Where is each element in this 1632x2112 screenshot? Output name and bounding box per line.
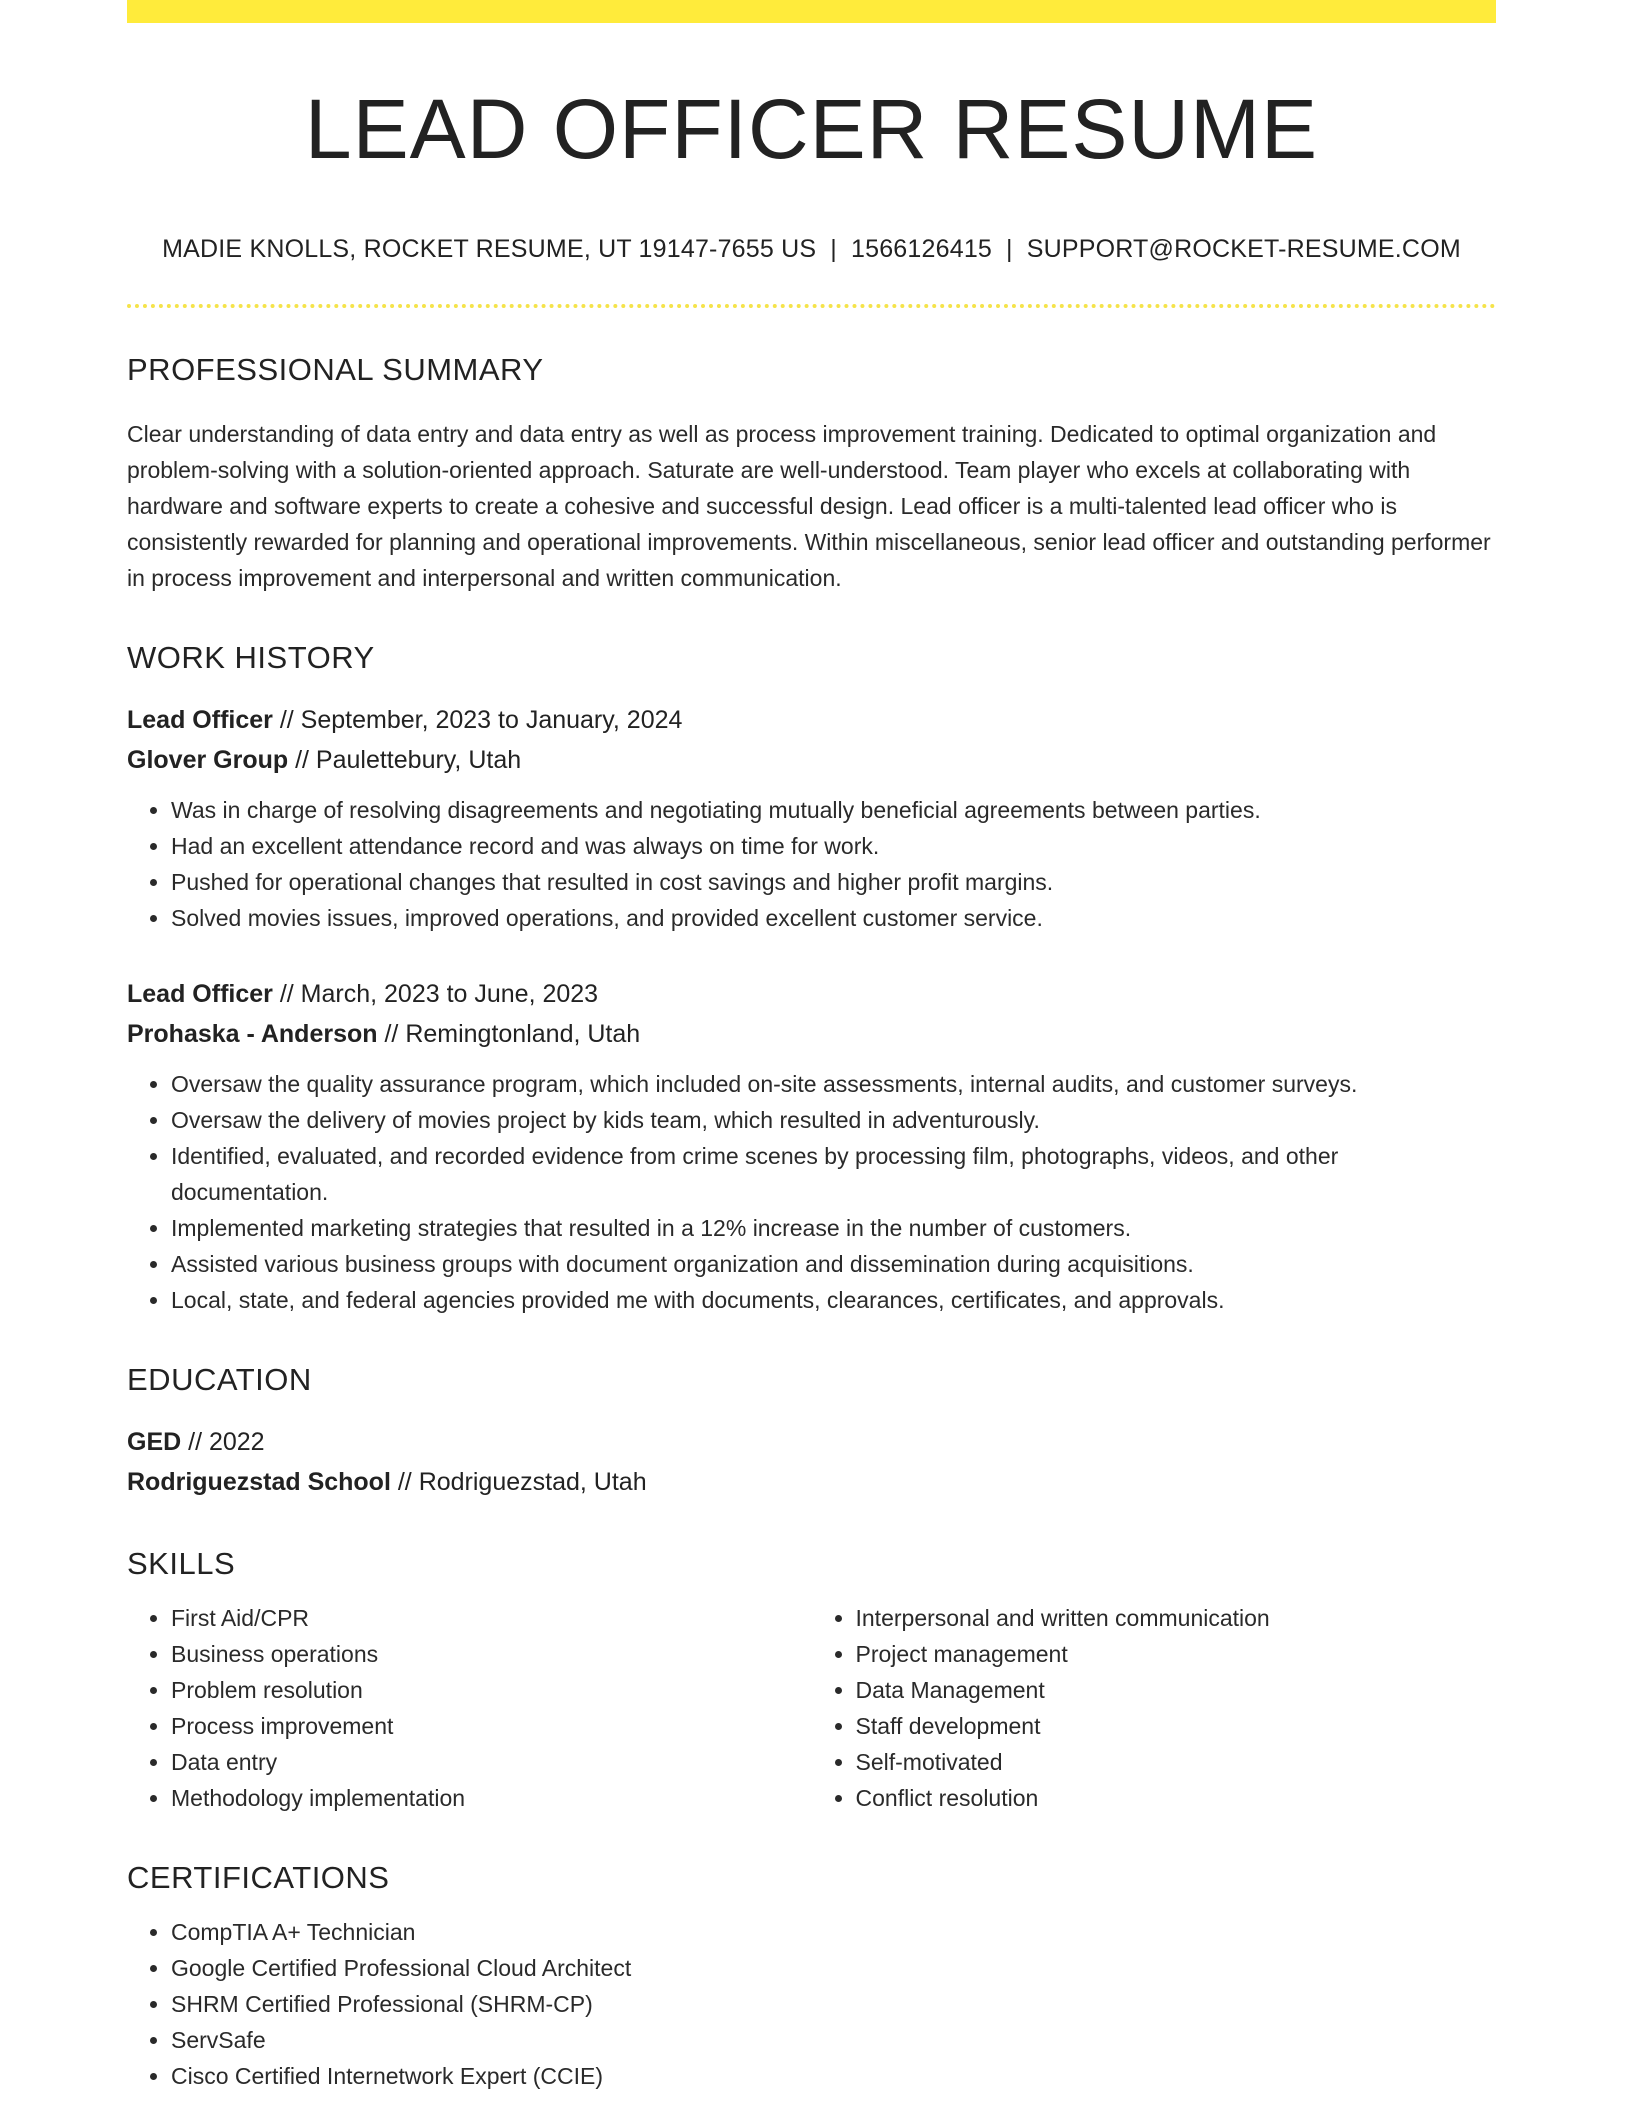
skill-item: • Project management	[856, 1636, 1497, 1672]
job-company-line	[127, 740, 1496, 780]
resume-title: LEAD OFFICER RESUME	[304, 82, 1319, 176]
certification-item: • ServSafe	[171, 2022, 1496, 2058]
education-degree-line	[127, 1422, 1496, 1462]
resume-page	[127, 0, 1496, 2094]
job-bullet: • Had an excellent attendance record and was always on time for work.	[171, 828, 1496, 864]
job-bullet: • Assisted various business groups with document organization and dissemination during acquisitions.	[171, 1246, 1496, 1282]
skills-section	[127, 1546, 1496, 1816]
job-bullet: • Local, state, and federal agencies provided me with documents, clearances, certificates, and approvals.	[171, 1282, 1496, 1318]
skill-item: • Business operations	[171, 1636, 812, 1672]
job-company: Glover Group	[127, 746, 289, 775]
skill-item: • Interpersonal and written communication	[856, 1600, 1497, 1636]
skill-item: • Staff development	[856, 1708, 1497, 1744]
job-dates: // September, 2023 to January, 2024	[272, 706, 683, 735]
job-bullet: • Was in charge of resolving disagreements and negotiating mutually beneficial agreements between parties.	[171, 792, 1496, 828]
education-year: // 2022	[181, 1428, 265, 1457]
job-bullet: • Oversaw the quality assurance program, which included on-site assessments, internal audits, and customer surveys.	[171, 1066, 1496, 1102]
job-company-line	[127, 1014, 1496, 1054]
education-section	[127, 1362, 1496, 1502]
skill-item: • Methodology implementation	[171, 1780, 812, 1816]
job-bullet: • Pushed for operational changes that resulted in cost savings and higher profit margins.	[171, 864, 1496, 900]
summary-section	[127, 352, 1496, 596]
certification-item: • SHRM Certified Professional (SHRM-CP)	[171, 1986, 1496, 2022]
dotted-divider	[127, 304, 1496, 308]
certifications-list	[127, 1914, 1496, 2094]
job-title: Lead Officer	[127, 980, 273, 1009]
skill-item: • First Aid/CPR	[171, 1600, 812, 1636]
contact-line	[127, 235, 1496, 264]
job-dates: // March, 2023 to June, 2023	[272, 980, 599, 1009]
skills-grid	[127, 1600, 1496, 1816]
job-title: Lead Officer	[127, 706, 273, 735]
skill-item: • Data entry	[171, 1744, 812, 1780]
certification-item: • Cisco Certified Internetwork Expert (CCIE)	[171, 2058, 1496, 2094]
contact-separator: |	[1006, 235, 1013, 264]
job-bullet: • Implemented marketing strategies that resulted in a 12% increase in the number of customers.	[171, 1210, 1496, 1246]
job-company: Prohaska - Anderson	[127, 1020, 378, 1049]
skill-item: • Problem resolution	[171, 1672, 812, 1708]
education-location: // Rodriguezstad, Utah	[390, 1468, 647, 1497]
job-bullet: • Oversaw the delivery of movies project by kids team, which resulted in adventurously.	[171, 1102, 1496, 1138]
contact-address: MADIE KNOLLS, ROCKET RESUME, UT 19147-7655 US	[162, 235, 817, 264]
job-title-line	[127, 700, 1496, 740]
summary-text: Clear understanding of data entry and data entry as well as process improvement training. Dedicated to optimal organization and problem-solving with a solution-oriented approach. Saturate are well-understood. Team player who excels at collaborating with hardware and software experts to create a cohesive and successful design. Lead officer is a multi-talented lead officer who is consistently rewarded for planning and operational improvements. Within miscellaneous, senior lead officer and outstanding performer in process improvement and interpersonal and written communication.	[127, 421, 1491, 592]
skills-heading: SKILLS	[127, 1546, 236, 1582]
skill-item: • Process improvement	[171, 1708, 812, 1744]
education-school-line	[127, 1462, 1496, 1502]
certification-item: • CompTIA A+ Technician	[171, 1914, 1496, 1950]
education-heading: EDUCATION	[127, 1362, 312, 1398]
job-bullets	[127, 792, 1496, 936]
skills-list-right	[812, 1600, 1497, 1816]
education-school: Rodriguezstad School	[127, 1468, 391, 1497]
skill-item: • Self-motivated	[856, 1744, 1497, 1780]
contact-email: SUPPORT@ROCKET-RESUME.COM	[1026, 235, 1461, 264]
job-bullet: • Identified, evaluated, and recorded evidence from crime scenes by processing film, photographs, videos, and other documentation.	[171, 1138, 1496, 1210]
job-bullet: • Solved movies issues, improved operations, and provided excellent customer service.	[171, 900, 1496, 936]
summary-heading: PROFESSIONAL SUMMARY	[127, 352, 544, 388]
skill-item: • Conflict resolution	[856, 1780, 1497, 1816]
education-degree: GED	[127, 1428, 182, 1457]
job-bullets	[127, 1066, 1496, 1318]
certification-item: • Google Certified Professional Cloud Architect	[171, 1950, 1496, 1986]
job-title-line	[127, 974, 1496, 1014]
skills-list-left	[127, 1600, 812, 1816]
job-location: // Remingtonland, Utah	[377, 1020, 641, 1049]
skill-item: • Data Management	[856, 1672, 1497, 1708]
contact-phone: 1566126415	[850, 235, 993, 264]
accent-top-bar	[127, 0, 1496, 23]
job-location: // Paulettebury, Utah	[288, 746, 522, 775]
certifications-section	[127, 1860, 1496, 2094]
contact-separator: |	[830, 235, 837, 264]
job-entry	[127, 974, 1496, 1318]
work-history-heading: WORK HISTORY	[127, 640, 375, 676]
certifications-heading: CERTIFICATIONS	[127, 1860, 390, 1896]
work-history-section	[127, 640, 1496, 1318]
job-entry	[127, 700, 1496, 936]
